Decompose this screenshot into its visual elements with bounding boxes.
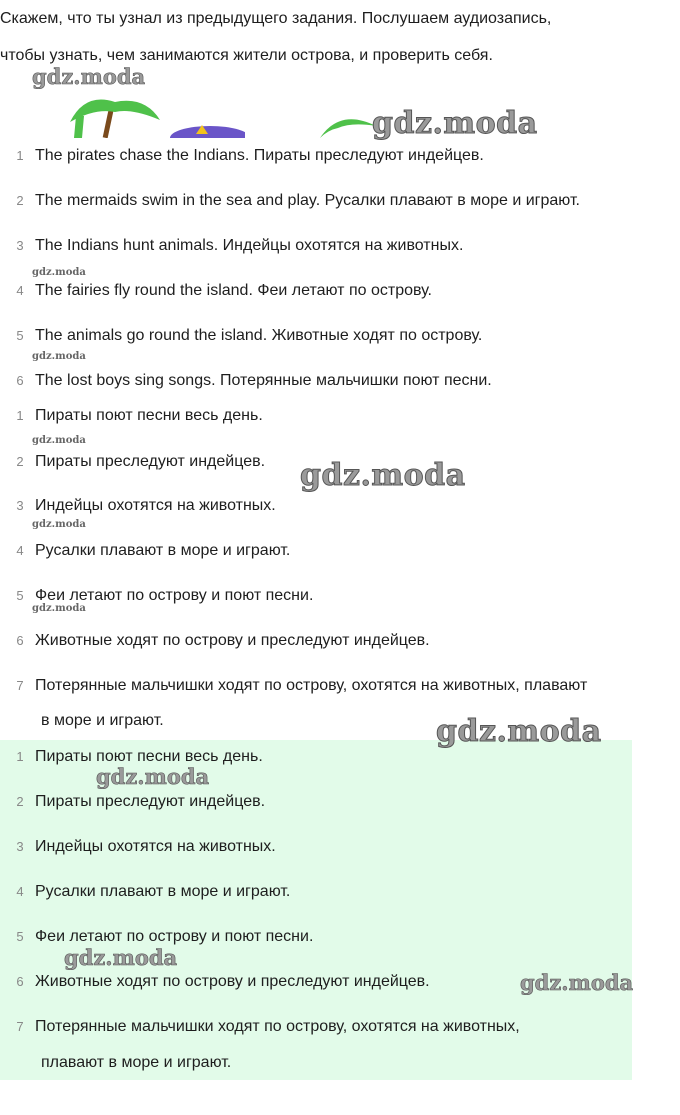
watermark: gdz.moda [436,714,602,749]
island-illustration-right [318,112,378,138]
watermark: gdz.moda [372,106,538,141]
watermark: gdz.moda [96,764,210,789]
intro-line-2: чтобы узнать, чем занимаются жители острова, и проверить себя. [0,47,493,64]
watermark: gdz.moda [32,351,86,362]
intro-line-1: Скажем, что ты узнал из предыдущего задания. Послушаем аудиозапись, [0,10,552,27]
watermark: gdz.moda [32,267,86,278]
watermark: gdz.moda [520,970,634,995]
answer-item-continuation: плавают в море и играют. [41,1054,232,1071]
watermark: gdz.moda [300,458,466,493]
watermark: gdz.moda [32,519,86,530]
watermark: gdz.moda [32,64,146,89]
list-item-continuation: в море и играют. [41,712,164,729]
watermark: gdz.moda [64,945,178,970]
island-illustration-left [60,92,245,138]
task-intro [0,0,680,74]
watermark: gdz.moda [32,603,86,614]
watermark: gdz.moda [32,435,86,446]
